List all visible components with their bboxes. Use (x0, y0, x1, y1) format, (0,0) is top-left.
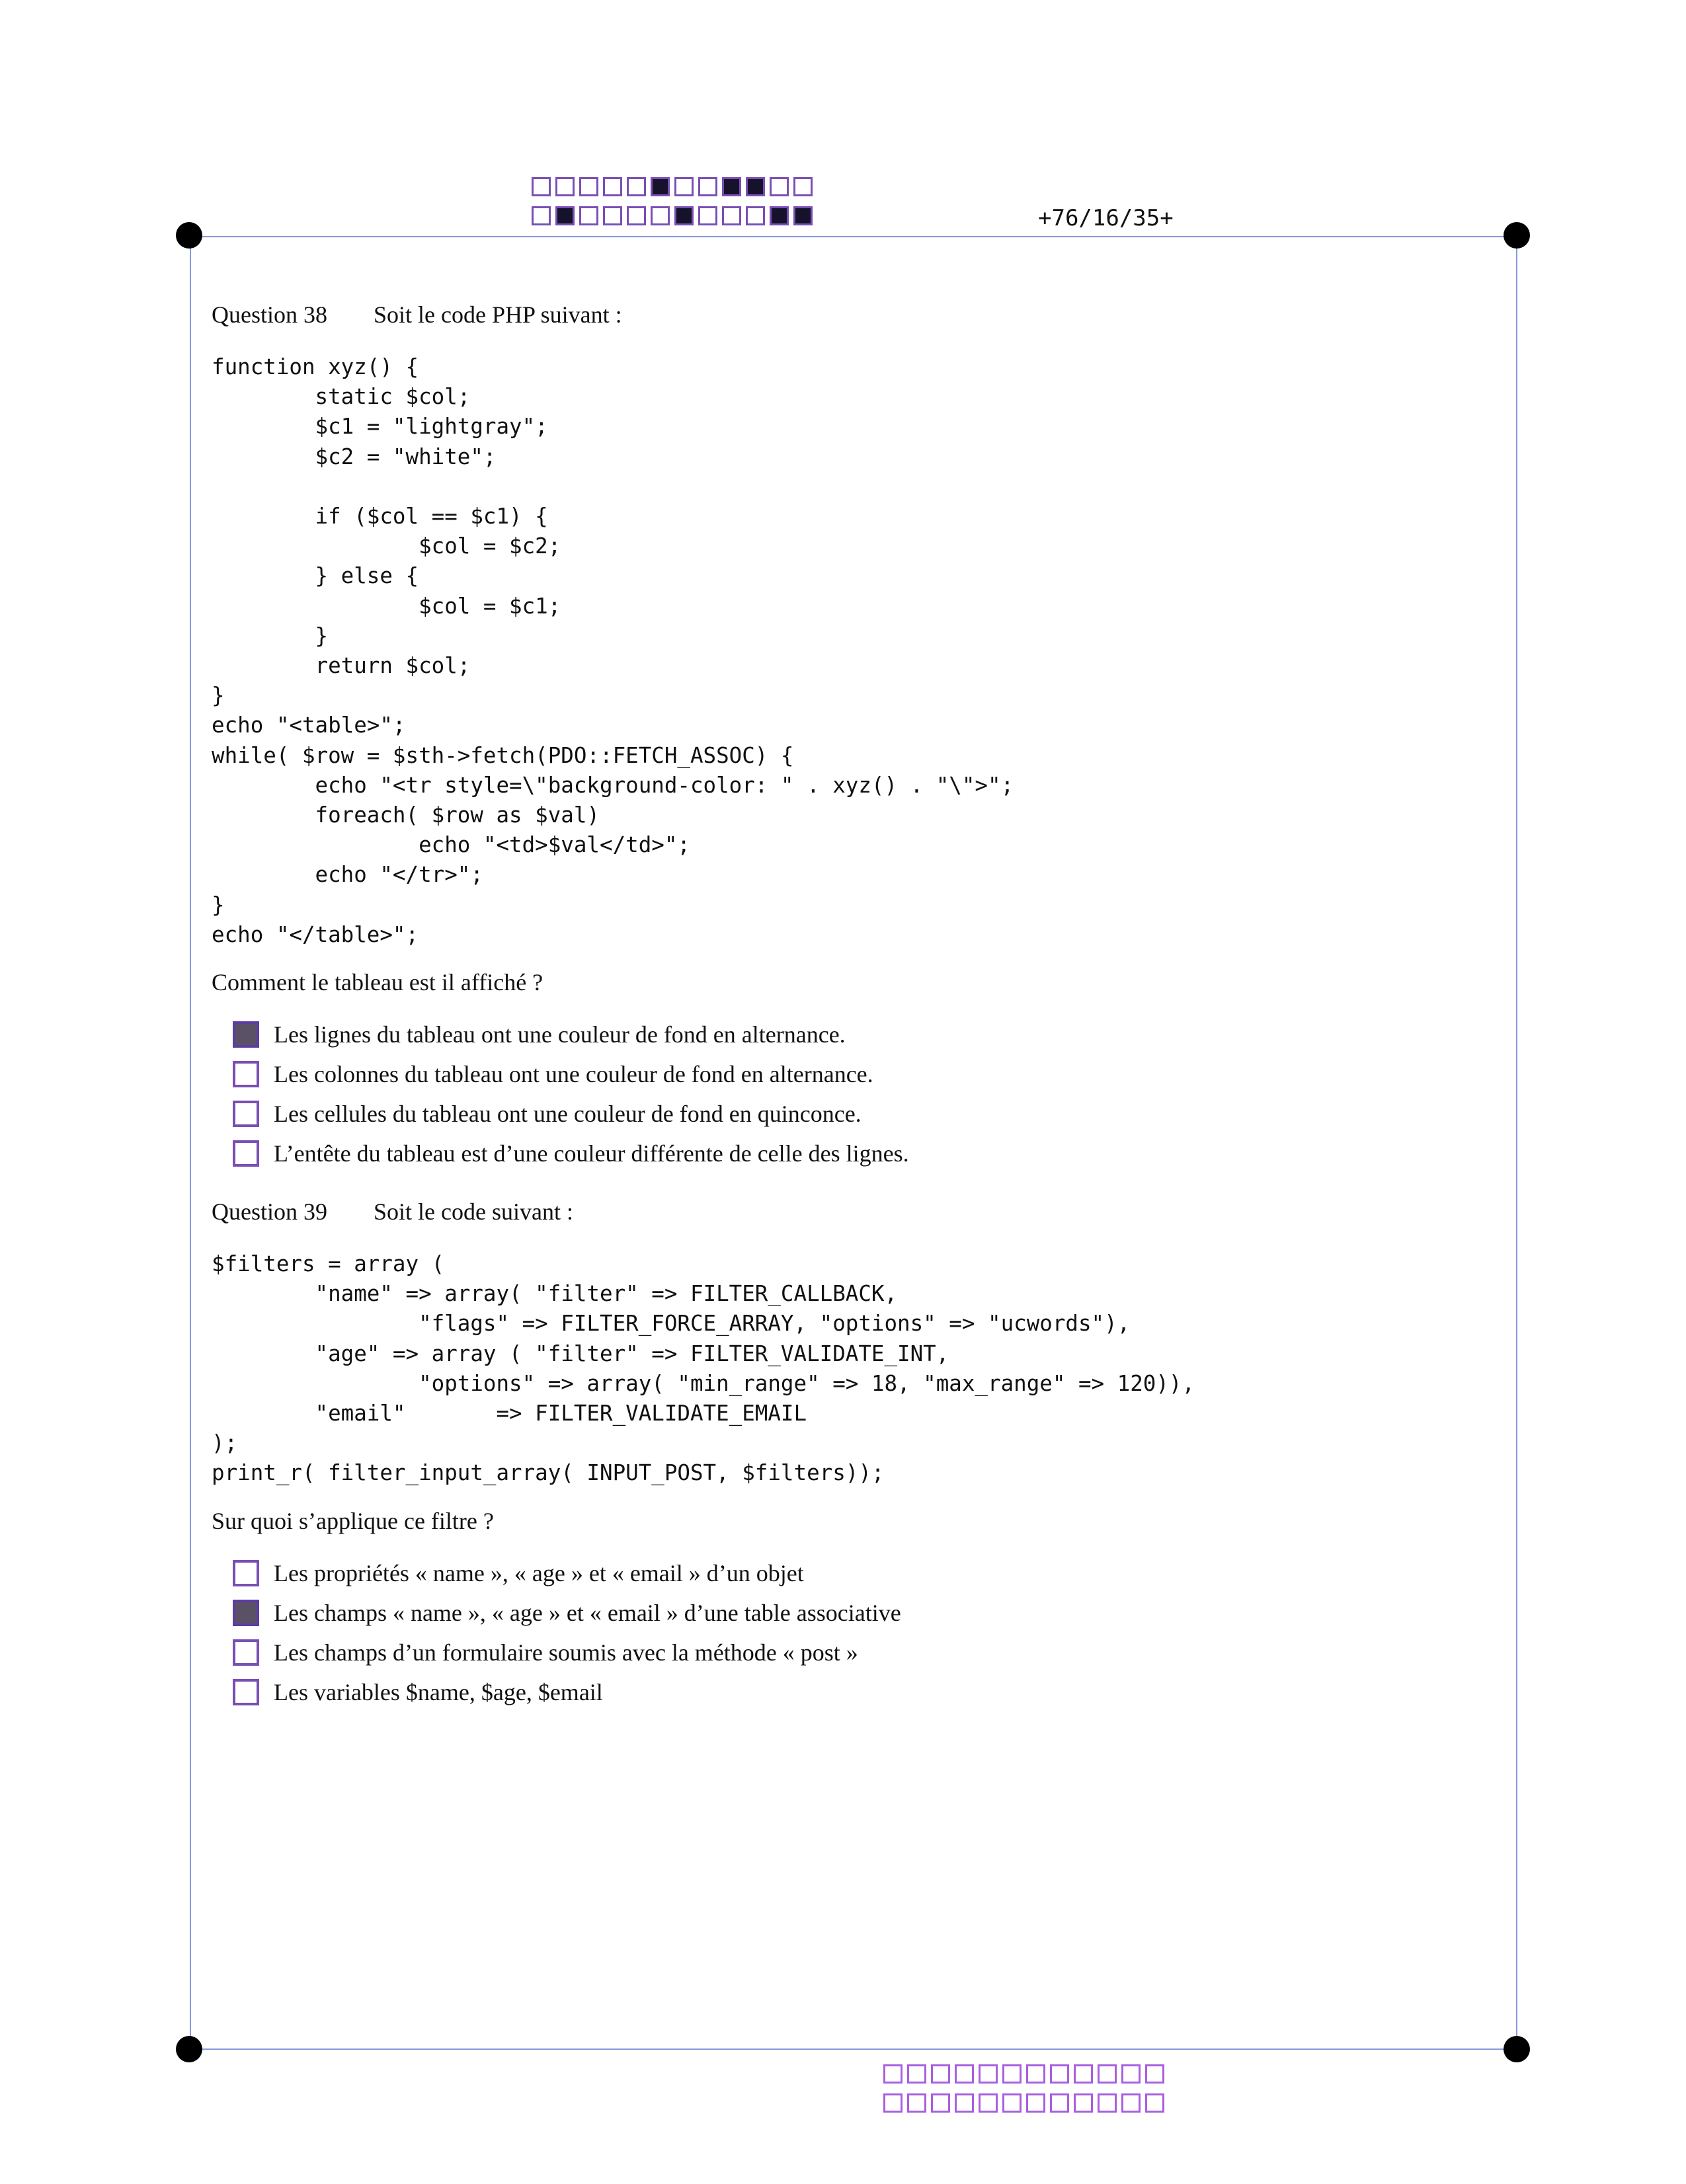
answer-39-1-checkbox[interactable] (233, 1560, 259, 1586)
answer-38-3[interactable] (233, 1094, 1291, 1134)
bottom-row2-box-8 (1050, 2093, 1069, 2113)
top-row1-box-4 (603, 177, 622, 196)
question-38-prompt: Comment le tableau est il affiché ? (212, 969, 543, 995)
answer-39-4-checkbox[interactable] (233, 1679, 259, 1705)
answer-39-1[interactable] (233, 1553, 1291, 1593)
top-row1-box-11 (770, 177, 789, 196)
question-39-prompt: Sur quoi s’applique ce filtre ? (212, 1508, 494, 1534)
bottom-row1-box-2 (907, 2064, 926, 2084)
bottom-row2-box-11 (1121, 2093, 1141, 2113)
answer-38-2-text: Les colonnes du tableau ont une couleur de fond en alternance. (274, 1061, 873, 1087)
answer-39-2-checkbox[interactable] (233, 1600, 259, 1626)
top-row1-box-10 (746, 177, 765, 196)
bottom-row1-box-8 (1050, 2064, 1069, 2084)
top-row2-box-2 (555, 206, 575, 225)
top-row2-box-4 (603, 206, 622, 225)
question-38-answers (233, 1015, 1291, 1173)
bottom-row2-box-5 (979, 2093, 998, 2113)
bottom-row1-box-1 (883, 2064, 903, 2084)
top-row2-box-7 (674, 206, 694, 225)
question-39-code: $filters = array ( "name" => array( "filter" => FILTER_CALLBACK, "flags" => FILTER_FORCE_ARRAY, "options" => "ucwords"), "age" => array ( "filter" => FILTER_VALIDATE_INT, "options" => array( "min_range" => 18, "max_range" => 120)), "email" => FILTER_VALIDATE_EMAIL ); print_r( filter_input_array( INPUT_POST, $filters)); (212, 1251, 1195, 1486)
top-row2-box-8 (698, 206, 717, 225)
bottom-row1-box-10 (1098, 2064, 1117, 2084)
top-row2-box-3 (579, 206, 598, 225)
answer-39-3-checkbox[interactable] (233, 1639, 259, 1666)
answer-38-1-text: Les lignes du tableau ont une couleur de fond en alternance. (274, 1021, 846, 1048)
top-row1-box-7 (674, 177, 694, 196)
bottom-row1-box-7 (1026, 2064, 1045, 2084)
bottom-row2-box-9 (1074, 2093, 1093, 2113)
top-row1-box-8 (698, 177, 717, 196)
answer-39-4[interactable] (233, 1672, 1291, 1712)
bottom-row2-box-7 (1026, 2093, 1045, 2113)
bottom-row2-box-1 (883, 2093, 903, 2113)
bottom-row1-box-11 (1121, 2064, 1141, 2084)
top-row2-box-11 (770, 206, 789, 225)
page-id-code: +76/16/35+ (1038, 205, 1174, 231)
answer-38-3-checkbox[interactable] (233, 1101, 259, 1127)
corner-marker-top-right (1504, 222, 1530, 249)
bottom-row2-box-6 (1002, 2093, 1022, 2113)
answer-38-2[interactable] (233, 1054, 1291, 1094)
question-38-intro: Soit le code PHP suivant : (374, 301, 622, 328)
top-row1-box-6 (651, 177, 670, 196)
top-row1-box-9 (722, 177, 741, 196)
question-39-intro: Soit le code suivant : (374, 1198, 573, 1225)
answer-39-4-text: Les variables $name, $age, $email (274, 1679, 603, 1705)
bottom-id-boxes-row2 (883, 2093, 1169, 2113)
bottom-row1-box-4 (955, 2064, 974, 2084)
answer-39-1-text: Les propriétés « name », « age » et « email » d’un objet (274, 1560, 804, 1586)
corner-marker-bottom-right (1504, 2036, 1530, 2062)
top-row1-box-12 (793, 177, 813, 196)
top-row2-box-9 (722, 206, 741, 225)
bottom-row1-box-12 (1145, 2064, 1164, 2084)
answer-38-4-text: L’entête du tableau est d’une couleur différente de celle des lignes. (274, 1140, 909, 1167)
bottom-row2-box-2 (907, 2093, 926, 2113)
top-id-boxes-row2 (532, 206, 817, 225)
bottom-row1-box-9 (1074, 2064, 1093, 2084)
bottom-row2-box-3 (931, 2093, 950, 2113)
top-row1-box-5 (627, 177, 646, 196)
bottom-row2-box-12 (1145, 2093, 1164, 2113)
bottom-row2-box-4 (955, 2093, 974, 2113)
corner-marker-bottom-left (176, 2036, 202, 2062)
question-39-number: Question 39 (212, 1198, 327, 1225)
question-38-title (212, 301, 622, 329)
answer-39-3-text: Les champs d’un formulaire soumis avec la méthode « post » (274, 1639, 858, 1666)
top-row2-box-5 (627, 206, 646, 225)
answer-39-2[interactable] (233, 1593, 1291, 1633)
bottom-row1-box-6 (1002, 2064, 1022, 2084)
bottom-row1-box-3 (931, 2064, 950, 2084)
top-row1-box-3 (579, 177, 598, 196)
answer-39-2-text: Les champs « name », « age » et « email » d’une table associative (274, 1600, 901, 1626)
answer-38-3-text: Les cellules du tableau ont une couleur de fond en quinconce. (274, 1101, 862, 1127)
question-38-code: function xyz() { static $col; $c1 = "lightgray"; $c2 = "white"; if ($col == $c1) { $col = $c2; } else { $col = $c1; } return $col; } echo "<table>"; while( $row = $sth->fetch(PDO::FETCH_ASSOC) { echo "<tr style=\"background-color: " . xyz() . "\">"; foreach( $row as $val) echo "<td>$val</td>"; echo "</tr>"; } echo "</table>"; (212, 354, 1014, 947)
top-row2-box-1 (532, 206, 551, 225)
answer-38-1[interactable] (233, 1015, 1291, 1054)
top-row2-box-12 (793, 206, 813, 225)
top-row1-box-1 (532, 177, 551, 196)
top-id-boxes-row1 (532, 177, 817, 196)
bottom-row2-box-10 (1098, 2093, 1117, 2113)
answer-38-4-checkbox[interactable] (233, 1140, 259, 1167)
top-row2-box-10 (746, 206, 765, 225)
question-39-answers (233, 1553, 1291, 1712)
answer-39-3[interactable] (233, 1633, 1291, 1672)
bottom-row1-box-5 (979, 2064, 998, 2084)
question-38-number: Question 38 (212, 301, 327, 328)
corner-marker-top-left (176, 222, 202, 249)
answer-38-1-checkbox[interactable] (233, 1021, 259, 1048)
question-39-title (212, 1198, 573, 1226)
answer-38-2-checkbox[interactable] (233, 1061, 259, 1087)
answer-38-4[interactable] (233, 1134, 1291, 1173)
bottom-id-boxes-row1 (883, 2064, 1169, 2084)
top-row2-box-6 (651, 206, 670, 225)
top-row1-box-2 (555, 177, 575, 196)
